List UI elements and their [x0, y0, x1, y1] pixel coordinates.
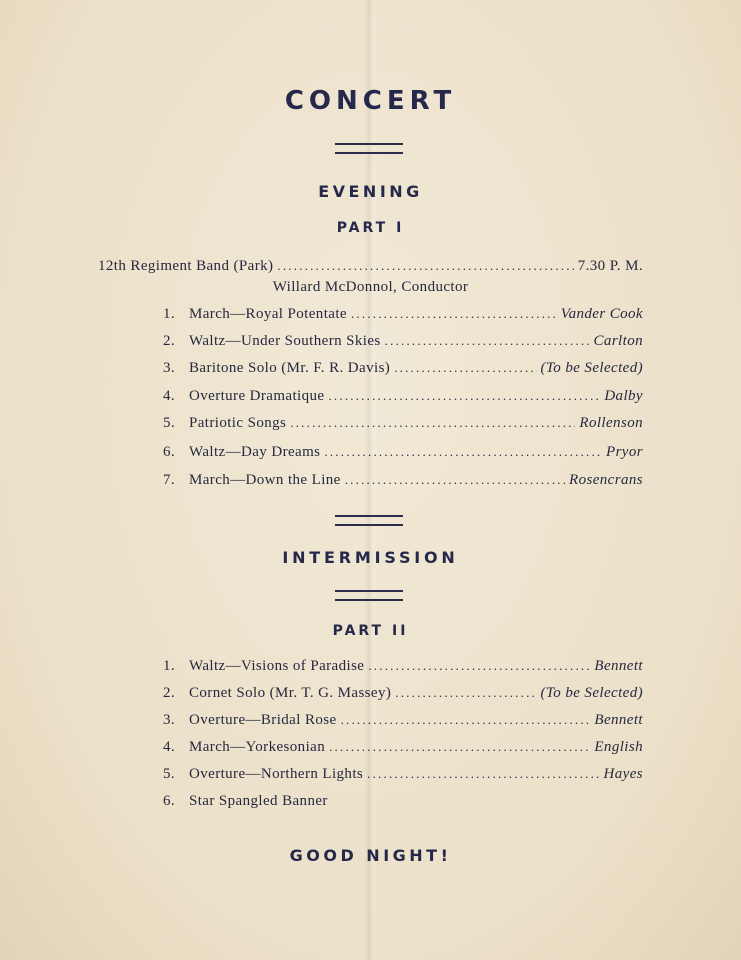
program-title: CONCERT [284, 86, 457, 116]
item-composer: Bennett [594, 712, 643, 728]
item-number: 1. [163, 658, 176, 674]
program-item [163, 710, 643, 730]
program-item [163, 442, 643, 462]
dot-leader [345, 470, 565, 490]
dot-leader [290, 413, 575, 433]
program-item [163, 386, 643, 406]
evening-heading: EVENING [318, 182, 423, 201]
item-composer: Hayes [603, 766, 643, 782]
item-number: 7. [163, 472, 176, 488]
item-number: 6. [163, 444, 176, 460]
dot-leader [277, 256, 573, 276]
dot-leader [328, 386, 600, 406]
item-composer: Vander Cook [560, 306, 643, 322]
conductor-line: Willard McDonnol, Conductor [272, 279, 469, 295]
double-rule-top [335, 143, 403, 154]
item-piece: March—Yorkesonian [189, 739, 326, 755]
part-1-heading: PART I [336, 220, 405, 236]
item-number: 1. [163, 306, 176, 322]
item-number: 3. [163, 712, 176, 728]
item-piece: March—Down the Line [189, 472, 341, 488]
dot-leader [351, 304, 557, 324]
program-item [163, 304, 643, 324]
item-piece: Overture—Bridal Rose [189, 712, 337, 728]
closing-text: GOOD NIGHT! [289, 846, 452, 865]
item-piece: Star Spangled Banner [189, 793, 328, 809]
program-item [163, 331, 643, 351]
program-item [163, 470, 643, 490]
part-2-heading: PART II [332, 623, 409, 639]
intermission-heading: INTERMISSION [282, 548, 459, 567]
item-composer: (To be Selected) [540, 685, 643, 701]
item-number: 5. [163, 766, 176, 782]
item-piece: Cornet Solo (Mr. T. G. Massey) [189, 685, 392, 701]
item-composer: Pryor [606, 444, 643, 460]
item-composer: Rosencrans [569, 472, 643, 488]
program-item [163, 358, 643, 378]
item-piece: Overture Dramatique [189, 388, 325, 404]
item-piece: Waltz—Under Southern Skies [189, 333, 381, 349]
dot-leader [394, 358, 536, 378]
band-line [98, 256, 643, 276]
band-name: 12th Regiment Band (Park) [98, 258, 274, 274]
item-number: 3. [163, 360, 176, 376]
item-number: 2. [163, 333, 176, 349]
start-time: 7.30 P. M. [577, 258, 643, 274]
program-item [163, 683, 643, 703]
item-piece: Baritone Solo (Mr. F. R. Davis) [189, 360, 391, 376]
item-composer: English [594, 739, 643, 755]
item-composer: Rollenson [579, 415, 643, 431]
item-number: 6. [163, 793, 176, 809]
program-item [163, 737, 643, 757]
dot-leader [395, 683, 536, 703]
dot-leader [324, 442, 602, 462]
program-item [163, 764, 643, 784]
item-number: 4. [163, 388, 176, 404]
program-item [163, 791, 643, 811]
double-rule [335, 515, 403, 526]
dot-leader [368, 656, 590, 676]
item-composer: (To be Selected) [540, 360, 643, 376]
item-number: 5. [163, 415, 176, 431]
dot-leader [367, 764, 599, 784]
program-item [163, 413, 643, 433]
item-piece: Waltz—Day Dreams [189, 444, 321, 460]
item-number: 4. [163, 739, 176, 755]
item-composer: Bennett [594, 658, 643, 674]
program-item [163, 656, 643, 676]
item-composer: Carlton [593, 333, 643, 349]
item-number: 2. [163, 685, 176, 701]
dot-leader [341, 710, 591, 730]
dot-leader [329, 737, 590, 757]
double-rule [335, 590, 403, 601]
item-piece: Overture—Northern Lights [189, 766, 364, 782]
dot-leader [385, 331, 590, 351]
item-piece: Waltz—Visions of Paradise [189, 658, 365, 674]
item-composer: Dalby [604, 388, 643, 404]
item-piece: March—Royal Potentate [189, 306, 347, 322]
item-piece: Patriotic Songs [189, 415, 287, 431]
